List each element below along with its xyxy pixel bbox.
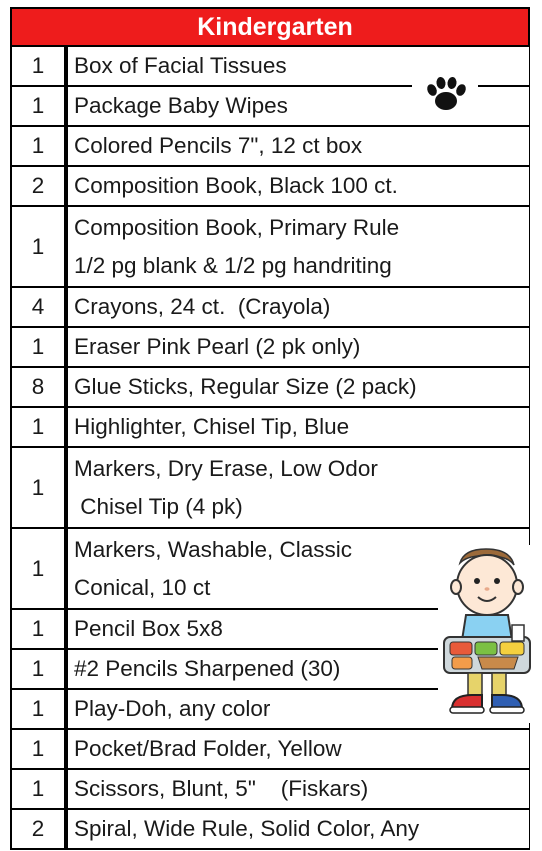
item-description-line: #2 Pencils Sharpened (30) <box>74 656 341 681</box>
table-row <box>11 287 530 327</box>
item-description-line: Spiral, Wide Rule, Solid Color, Any <box>74 816 420 841</box>
item-description-line: Colored Pencils 7", 12 ct box <box>74 133 363 158</box>
item-description-line: Pencil Box 5x8 <box>74 616 223 641</box>
item-description <box>66 809 530 849</box>
item-quantity: 1 <box>11 126 66 166</box>
item-quantity: 1 <box>11 206 66 287</box>
item-quantity: 1 <box>11 689 66 729</box>
table-row <box>11 327 530 367</box>
item-quantity: 1 <box>11 407 66 447</box>
item-description-line: Composition Book, Black 100 ct. <box>74 173 398 198</box>
item-quantity: 1 <box>11 528 66 609</box>
item-description-line: Box of Facial Tissues <box>74 53 287 78</box>
table-row <box>11 126 530 166</box>
item-description-line: Composition Book, Primary Rule <box>74 214 400 240</box>
item-quantity: 1 <box>11 769 66 809</box>
item-description-line: Conical, 10 ct <box>74 574 211 600</box>
item-description <box>66 447 530 528</box>
table-row <box>11 447 530 528</box>
table-row <box>11 367 530 407</box>
supply-table <box>10 45 530 850</box>
kid-lunch-illustration <box>438 545 536 723</box>
item-description-line: Play-Doh, any color <box>74 696 271 721</box>
item-quantity: 1 <box>11 729 66 769</box>
item-description-line: Package Baby Wipes <box>74 93 288 118</box>
item-description-line: Chisel Tip (4 pk) <box>74 493 243 519</box>
item-description-line: Highlighter, Chisel Tip, Blue <box>74 414 350 439</box>
item-description-line: 1/2 pg blank & 1/2 pg handriting <box>74 252 392 278</box>
item-description <box>66 407 530 447</box>
item-description <box>66 729 530 769</box>
table-row <box>11 166 530 206</box>
table-row <box>11 206 530 287</box>
item-description <box>66 126 530 166</box>
item-quantity: 1 <box>11 86 66 126</box>
item-quantity: 2 <box>11 166 66 206</box>
item-description <box>66 327 530 367</box>
paw-print-icon <box>412 70 478 116</box>
item-description-line: Eraser Pink Pearl (2 pk only) <box>74 334 361 359</box>
item-description-line: Crayons, 24 ct. (Crayola) <box>74 294 331 319</box>
item-quantity: 1 <box>11 447 66 528</box>
item-quantity: 2 <box>11 809 66 849</box>
item-description-line: Pocket/Brad Folder, Yellow <box>74 736 342 761</box>
item-description <box>66 367 530 407</box>
item-quantity: 1 <box>11 649 66 689</box>
item-quantity: 4 <box>11 287 66 327</box>
item-quantity: 1 <box>11 327 66 367</box>
table-row <box>11 407 530 447</box>
page-title: Kindergarten <box>10 7 530 45</box>
item-quantity: 1 <box>11 46 66 86</box>
item-description <box>66 769 530 809</box>
item-description <box>66 206 530 287</box>
item-quantity: 1 <box>11 609 66 649</box>
table-row <box>11 769 530 809</box>
table-row <box>11 809 530 849</box>
item-description-line: Scissors, Blunt, 5" (Fiskars) <box>74 776 369 801</box>
item-description-line: Glue Sticks, Regular Size (2 pack) <box>74 374 417 399</box>
item-description <box>66 166 530 206</box>
item-description-line: Markers, Dry Erase, Low Odor <box>74 455 378 481</box>
item-quantity: 8 <box>11 367 66 407</box>
supply-list <box>10 7 530 850</box>
item-description-line: Markers, Washable, Classic <box>74 536 352 562</box>
item-description <box>66 287 530 327</box>
table-row <box>11 729 530 769</box>
